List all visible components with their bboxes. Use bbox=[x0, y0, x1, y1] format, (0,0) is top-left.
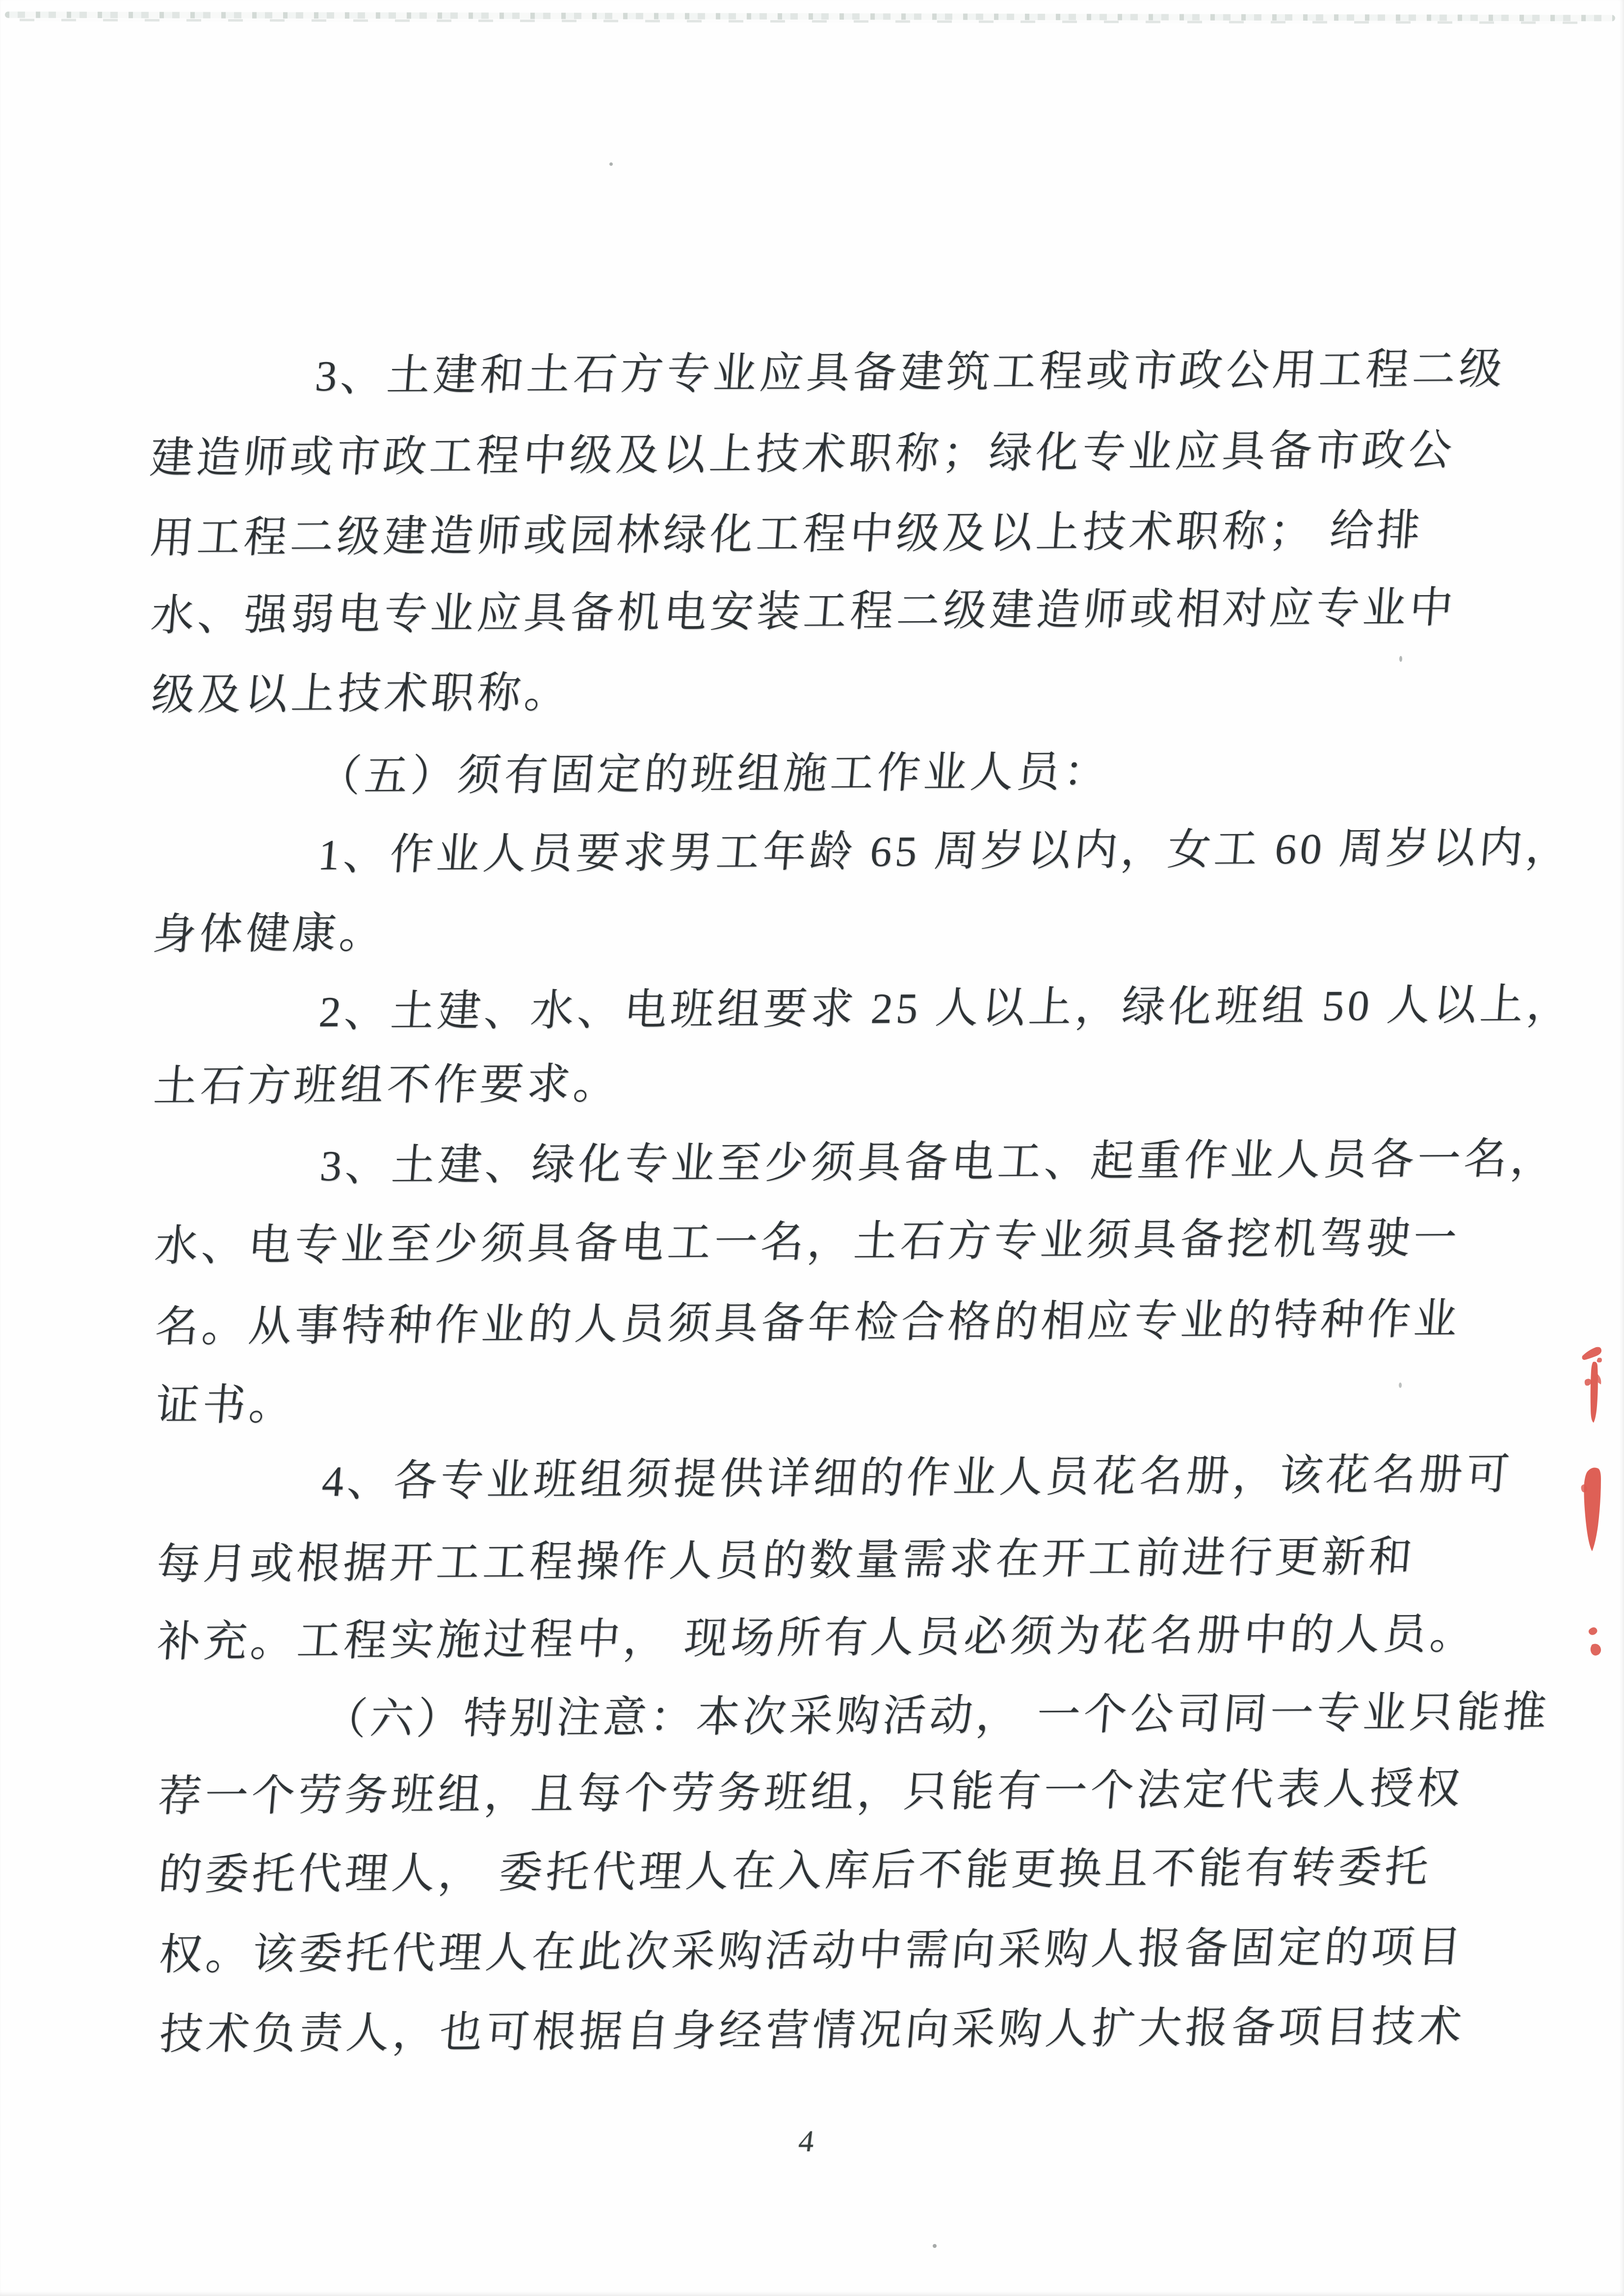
scan-speck bbox=[933, 2244, 937, 2248]
text-line: 3、土建和土石方专业应具备建筑工程或市政公用工程二级 bbox=[313, 345, 1508, 401]
scan-speck bbox=[1399, 656, 1402, 662]
red-stamp-fragment bbox=[1572, 1339, 1624, 1712]
text-line: 证书。 bbox=[154, 1381, 298, 1430]
text-line: 土石方班组不作要求。 bbox=[152, 1060, 622, 1111]
text-line: 荐一个劳务班组，且每个劳务班组，只能有一个法定代表人授权 bbox=[156, 1765, 1466, 1821]
text-line: 的委托代理人， 委托代理人在入库后不能更换且不能有转委托 bbox=[157, 1844, 1434, 1900]
text-line: 权。该委托代理人在此次采购活动中需向采购人报备固定的项目 bbox=[157, 1923, 1467, 1980]
text-line: 名。从事特种作业的人员须具备年检合格的相应专业的特种作业 bbox=[153, 1295, 1463, 1352]
text-line: 水、强弱电专业应具备机电安装工程二级建造师或相对应专业中 bbox=[149, 584, 1458, 640]
text-line: 级及以上技术职称。 bbox=[149, 669, 573, 720]
text-line: （五）须有固定的班组施工作业人员： bbox=[315, 748, 1112, 801]
text-line: 用工程二级建造师或园林绿化工程中级及以上技术职称； 给排 bbox=[148, 507, 1425, 563]
text-line: 4、各专业班组须提供详细的作业人员花名册，该花名册可 bbox=[320, 1451, 1515, 1506]
page-number: 4 bbox=[796, 2125, 816, 2158]
text-line: 2、土建、水、电班组要求 25 人以上，绿化班组 50 人以上， bbox=[317, 981, 1575, 1037]
text-line: 3、土建、绿化专业至少须具备电工、起重作业人员各一名， bbox=[318, 1135, 1559, 1191]
scan-speck bbox=[609, 162, 613, 166]
text-line: 建造师或市政工程中级及以上技术职称；绿化专业应具备市政公 bbox=[148, 426, 1457, 483]
text-line: 技术负责人，也可根据自身经营情况向采购人扩大报备项目技术 bbox=[157, 2003, 1467, 2059]
text-line: 身体健康。 bbox=[151, 910, 388, 959]
text-line: 水、电专业至少须具备电工一名，土石方专业须具备挖机驾驶一 bbox=[153, 1214, 1462, 1271]
text-line: 补充。工程实施过程中， 现场所有人员必须为花名册中的人员。 bbox=[155, 1610, 1479, 1667]
text-line: 每月或根据开工工程操作人员的数量需求在开工前进行更新和 bbox=[155, 1533, 1417, 1589]
text-line: 1、作业人员要求男工年龄 65 周岁以内，女工 60 周岁以内， bbox=[316, 824, 1574, 880]
text-line: （六）特别注意：本次采购活动， 一个公司同一专业只能推 bbox=[321, 1688, 1552, 1744]
scan-speck bbox=[1399, 1383, 1402, 1388]
